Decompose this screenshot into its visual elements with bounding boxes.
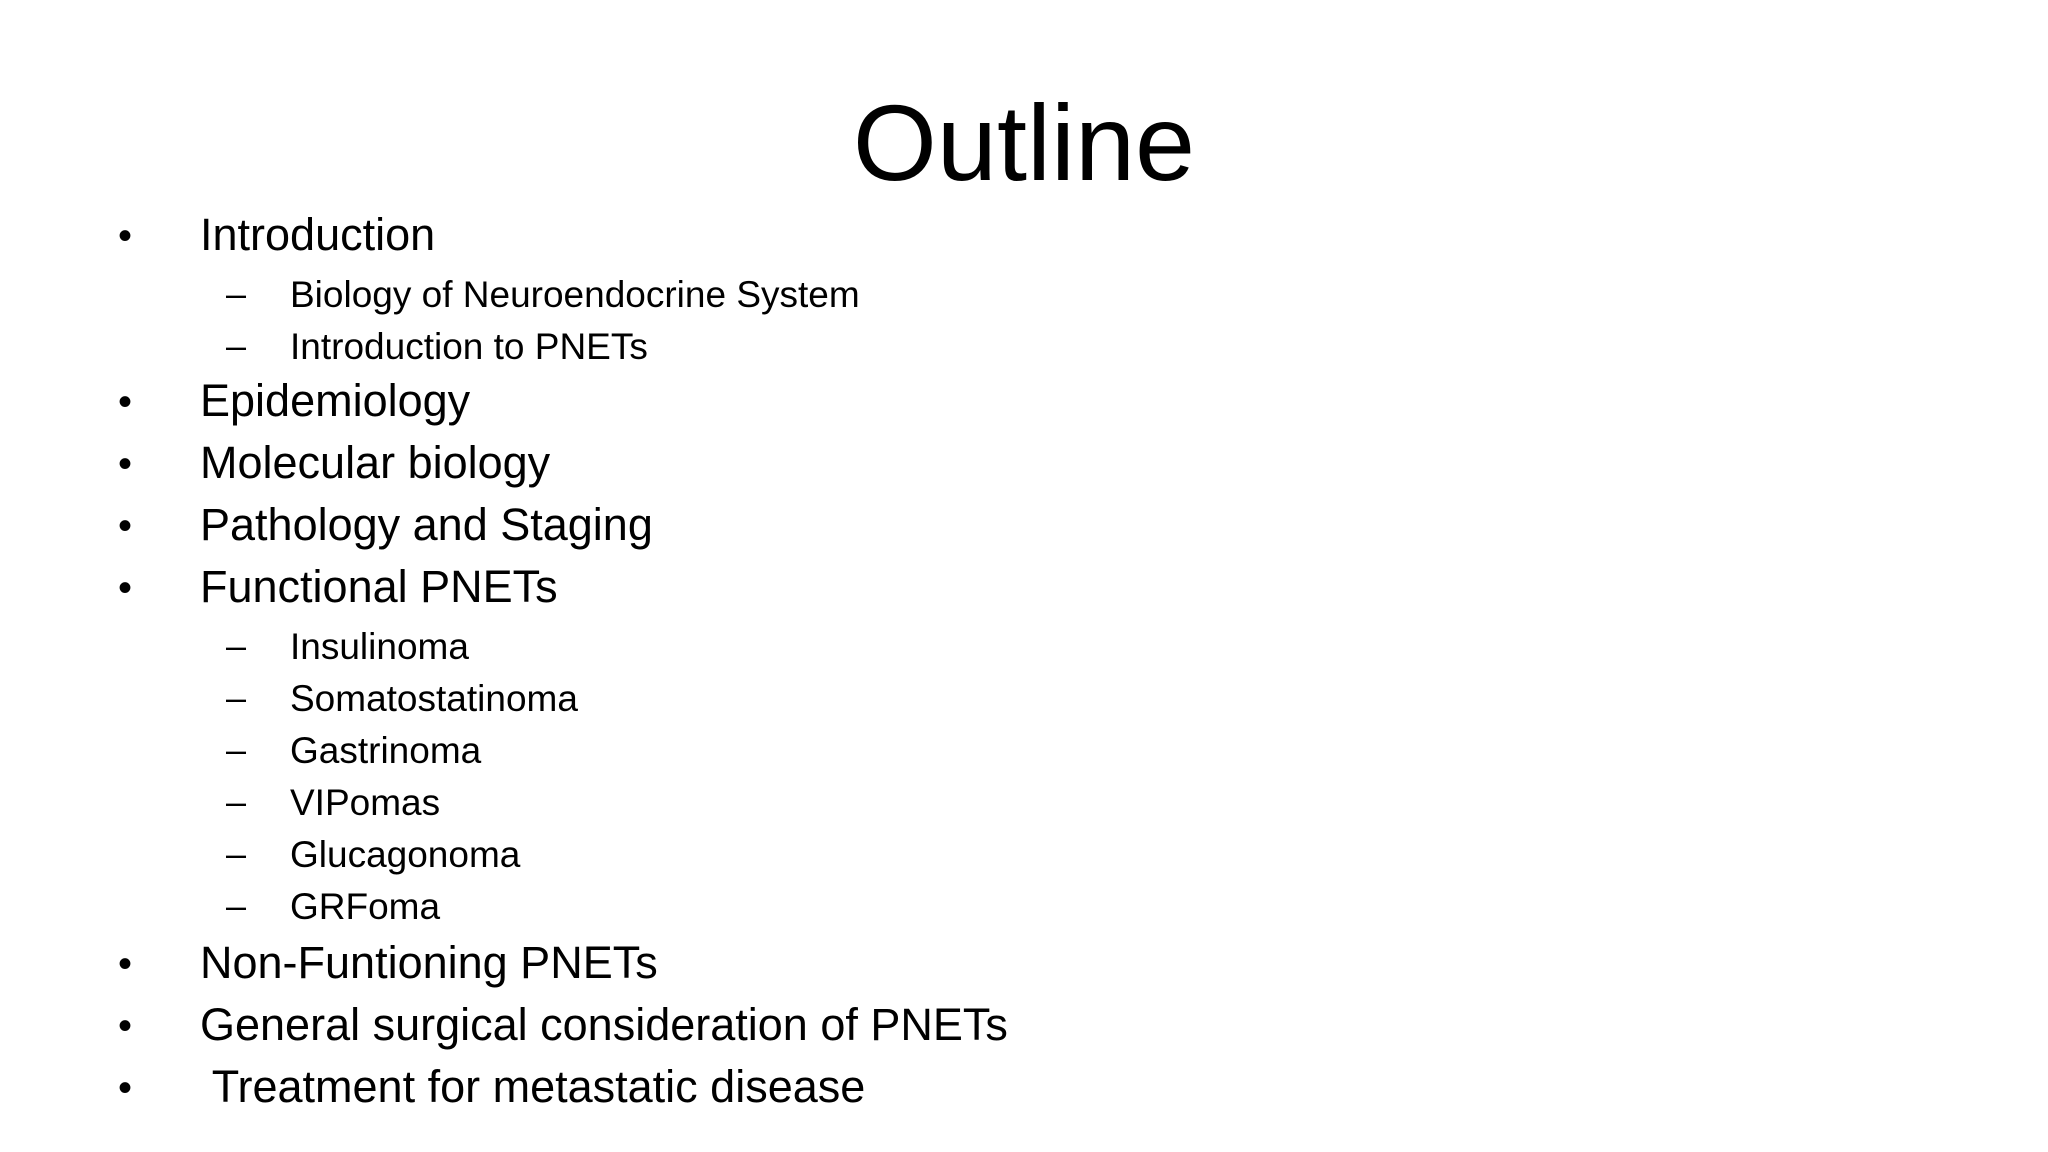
list-item-label: Functional PNETs	[200, 561, 558, 612]
bullet-icon: •	[118, 504, 133, 548]
bullet-icon: •	[118, 214, 133, 258]
bullet-icon: •	[118, 442, 133, 486]
dash-icon: –	[226, 625, 247, 666]
list-item-label: Somatostatinoma	[290, 678, 578, 719]
list-item-label: Treatment for metastatic disease	[200, 1061, 866, 1112]
list-item-label: Gastrinoma	[290, 730, 482, 771]
bullet-icon: •	[118, 380, 133, 424]
list-item-label: Introduction	[200, 209, 436, 260]
list-item-label: Insulinoma	[290, 626, 469, 667]
dash-icon: –	[226, 729, 247, 770]
bullet-icon: •	[118, 942, 133, 986]
dash-icon: –	[226, 677, 247, 718]
bullet-icon: •	[118, 1004, 133, 1048]
dash-icon: –	[226, 833, 247, 874]
list-item-label: Molecular biology	[200, 437, 551, 488]
dash-icon: –	[226, 325, 247, 366]
slide-title: Outline	[852, 82, 1196, 203]
list-item-label: Glucagonoma	[290, 834, 521, 875]
dash-icon: –	[226, 273, 247, 314]
bullet-icon: •	[118, 566, 133, 610]
list-item-label: General surgical consideration of PNETs	[200, 999, 1008, 1050]
list-item-label: Pathology and Staging	[200, 499, 653, 550]
list-item-label: Introduction to PNETs	[290, 326, 648, 367]
list-item-label: Non-Funtioning PNETs	[200, 937, 658, 988]
dash-icon: –	[226, 781, 247, 822]
dash-icon: –	[226, 885, 247, 926]
bullet-icon: •	[118, 1066, 133, 1110]
list-item-label: GRFoma	[290, 886, 441, 927]
list-item-label: VIPomas	[290, 782, 441, 823]
list-item-label: Epidemiology	[200, 375, 471, 426]
list-item-label: Biology of Neuroendocrine System	[290, 274, 860, 315]
